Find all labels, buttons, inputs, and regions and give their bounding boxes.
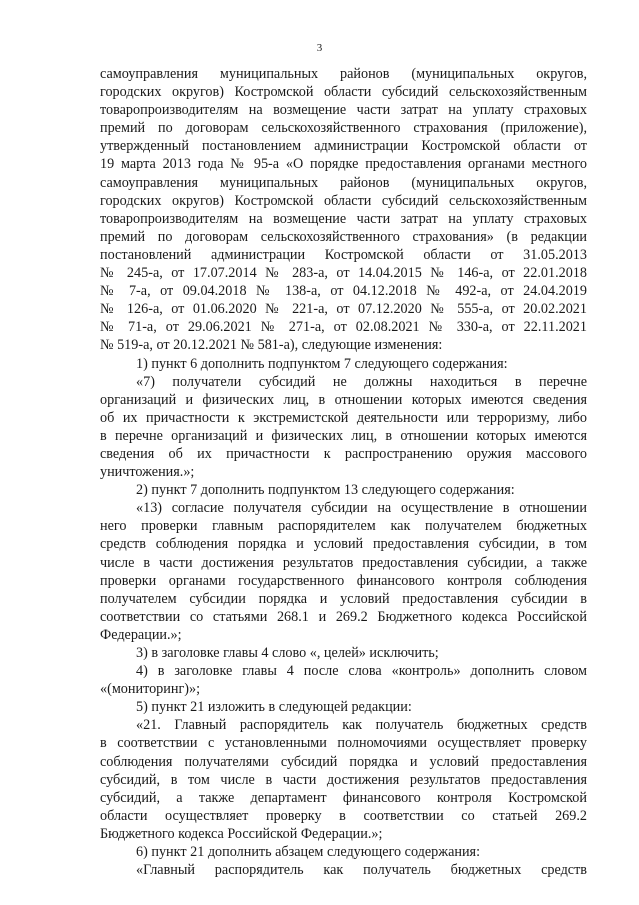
text-line: «Главный распорядитель как получатель бюджетных средств (136, 862, 587, 879)
text-line: 19 марта 2013 года № 95-а «О порядке предоставления органами местного (100, 156, 587, 173)
text-line: самоуправления муниципальных районов (муниципальных округов, (100, 66, 587, 82)
text-line: организаций и физических лиц, в отношении которых имеются сведения (100, 391, 587, 408)
text-line: в соответствии с установленными полномочиями осуществляет проверку (100, 735, 587, 752)
text-line: 5) пункт 21 изложить в следующей редакции: (136, 699, 412, 716)
page-number: 3 (316, 42, 323, 54)
text-line: городских округов) Костромской области субсидий сельскохозяйственным (100, 192, 587, 209)
text-line: товаропроизводителям на возмещение части затрат на уплату страховых (100, 210, 587, 227)
text-line: № 519-а, от 20.12.2021 № 581-а), следующие изменения: (100, 337, 443, 354)
text-line: «13) согласие получателя субсидии на осуществление в отношении (136, 500, 587, 517)
text-line: соблюдения получателями субсидий порядка и условий предоставления (100, 753, 587, 770)
text-line: 2) пункт 7 дополнить подпунктом 13 следующего содержания: (136, 482, 515, 499)
text-line: товаропроизводителям на возмещение части затрат на уплату страховых (100, 102, 587, 119)
text-line: соответствии со статьями 268.1 и 269.2 Бюджетного кодекса Российской (100, 608, 587, 625)
text-line: премий по договорам сельскохозяйственного страхования» (в редакции (100, 228, 587, 245)
text-line: премий по договорам сельскохозяйственного страхования (приложение), (100, 120, 587, 137)
document-body (100, 65, 587, 879)
text-line: «7) получатели субсидий не должны находиться в перечне (136, 373, 587, 390)
text-line: субсидий, а также департамент финансового контроля Костромской (100, 789, 587, 806)
text-line: «(мониторинг)»; (100, 681, 201, 698)
text-line: сведения об их причастности к распространению оружия массового (100, 445, 587, 462)
text-line: утвержденный постановлением администрации Костромской области от (100, 138, 587, 155)
text-line: 6) пункт 21 дополнить абзацем следующего содержания: (136, 844, 481, 861)
text-line: средств соблюдения порядка и условий предоставления субсидии, в том (100, 536, 587, 553)
text-line: 1) пункт 6 дополнить подпунктом 7 следующего содержания: (136, 355, 508, 372)
text-line: в перечне организаций и физических лиц, в отношении которых имеются (100, 427, 587, 444)
text-line: 3) в заголовке главы 4 слово «, целей» исключить; (136, 645, 439, 661)
text-line: получателем субсидии порядка и условий предоставления субсидии в (100, 590, 587, 607)
text-line: проверки органами государственного финансового контроля соблюдения (100, 572, 587, 589)
text-line: № 7-а, от 09.04.2018 № 138-а, от 04.12.2018 № 492-а, от 24.04.2019 (100, 283, 587, 300)
text-line: субсидий, в том числе в части достижения результатов предоставления (100, 771, 587, 788)
text-line: числе в части достижения результатов предоставления субсидии, а также (100, 554, 587, 571)
text-line: «21. Главный распорядитель как получатель бюджетных средств (136, 717, 587, 734)
text-line: него проверки главным распорядителем как получателем бюджетных (100, 518, 587, 535)
text-line: области осуществляет проверку в соответствии со статьей 269.2 (100, 807, 587, 824)
text-line: уничтожения.»; (100, 464, 195, 481)
text-line: № 126-а, от 01.06.2020 № 221-а, от 07.12.2020 № 555-а, от 20.02.2021 (100, 301, 587, 318)
text-line: городских округов) Костромской области субсидий сельскохозяйственным (100, 84, 587, 101)
text-line: постановлений администрации Костромской области от 31.05.2013 (100, 246, 587, 263)
text-line: № 245-а, от 17.07.2014 № 283-а, от 14.04.2015 № 146-а, от 22.01.2018 (100, 265, 587, 282)
text-line: Федерации.»; (100, 626, 182, 643)
text-line: самоуправления муниципальных районов (муниципальных округов, (100, 174, 587, 191)
text-line: № 71-а, от 29.06.2021 № 271-а, от 02.08.2021 № 330-а, от 22.11.2021 (100, 319, 587, 336)
text-line: об их причастности к экстремистской деятельности или терроризму, либо (100, 409, 587, 426)
text-line: Бюджетного кодекса Российской Федерации.»; (100, 825, 383, 842)
text-line: 4) в заголовке главы 4 после слова «контроль» дополнить словом (136, 663, 587, 680)
